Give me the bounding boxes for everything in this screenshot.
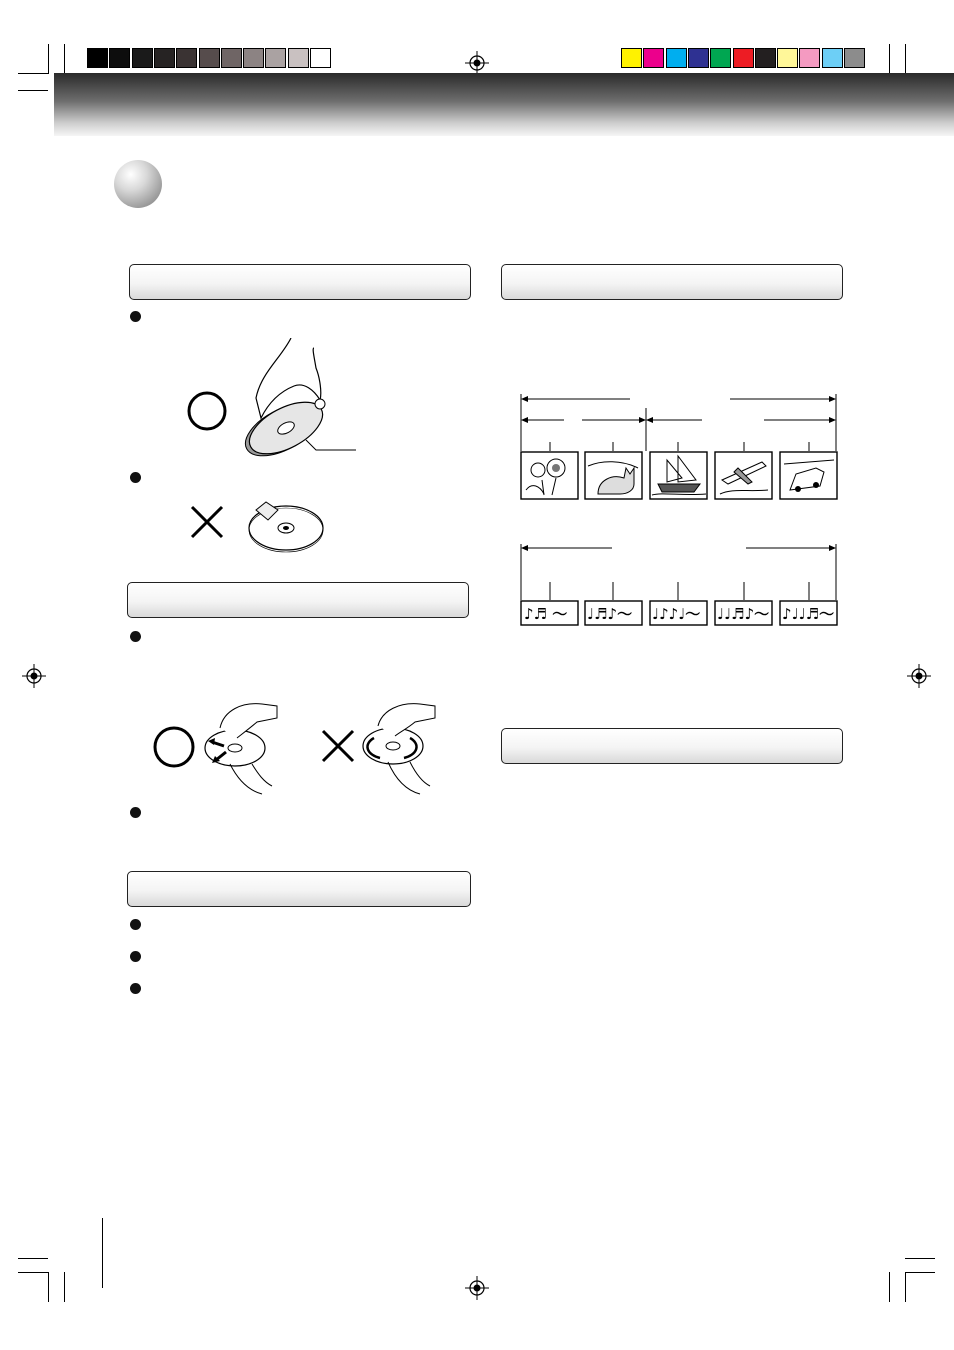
section-header-box [129, 264, 471, 300]
cross-ng-icon [320, 728, 356, 764]
music-notes-icon [715, 601, 772, 625]
bullet-point [130, 807, 141, 818]
color-swatch [199, 48, 220, 68]
bullet-point [130, 631, 141, 642]
registration-mark-icon [907, 664, 931, 688]
color-swatch [87, 48, 108, 68]
disc-structure-diagram [512, 390, 847, 635]
circle-ok-icon [186, 390, 228, 432]
color-swatch [822, 48, 843, 68]
bullet-point [130, 919, 141, 930]
bullet-point [130, 983, 141, 994]
bullet-point [130, 311, 141, 322]
color-swatch [132, 48, 153, 68]
color-swatch [176, 48, 197, 68]
section-header-box [127, 582, 469, 618]
music-notes-icon [650, 601, 707, 625]
airplane-frame-icon [715, 452, 772, 499]
svg-text:♪♬ ～: ♪♬ ～ [524, 605, 568, 623]
music-notes-icon [780, 601, 837, 625]
music-notes-icon [585, 601, 642, 625]
car-frame-icon [780, 452, 837, 499]
color-swatch [221, 48, 242, 68]
registration-mark-icon [22, 664, 46, 688]
svg-text:♩♪♪♩～: ♩♪♪♩～ [652, 605, 701, 623]
svg-text:♩♬♪～: ♩♬♪～ [587, 605, 633, 623]
color-swatch [688, 48, 709, 68]
color-swatch [710, 48, 731, 68]
color-swatch [777, 48, 798, 68]
disc-wipe-circular-icon [360, 698, 440, 796]
color-swatch [265, 48, 286, 68]
disc-wipe-radial-icon [202, 698, 282, 796]
section-header-box [127, 871, 471, 907]
circle-ok-icon [152, 725, 196, 769]
svg-text:♪♩♩♬～: ♪♩♩♬～ [782, 605, 835, 623]
header-band [54, 73, 954, 136]
flower-frame-icon [521, 452, 578, 499]
section-header-box [501, 728, 843, 764]
cat-frame-icon [585, 452, 642, 499]
color-swatch [844, 48, 865, 68]
hand-holding-disc-icon [236, 338, 366, 458]
color-swatch [288, 48, 309, 68]
color-swatch [666, 48, 687, 68]
bullet-point [130, 951, 141, 962]
sphere-icon [114, 160, 162, 208]
color-swatch [799, 48, 820, 68]
color-swatch [755, 48, 776, 68]
color-swatch [310, 48, 331, 68]
color-swatch [243, 48, 264, 68]
registration-mark-icon [465, 51, 489, 75]
bullet-point [130, 472, 141, 483]
color-swatch [109, 48, 130, 68]
svg-text:♩♩♬♪～: ♩♩♬♪～ [717, 605, 770, 623]
color-swatch [154, 48, 175, 68]
color-swatch [621, 48, 642, 68]
cross-ng-icon [189, 504, 225, 540]
ship-frame-icon [650, 452, 707, 499]
registration-mark-icon [465, 1276, 489, 1300]
color-swatch [733, 48, 754, 68]
music-notes-icon [521, 601, 578, 625]
section-header-box [501, 264, 843, 300]
disc-with-sticker-icon [246, 494, 326, 554]
color-swatch [643, 48, 664, 68]
